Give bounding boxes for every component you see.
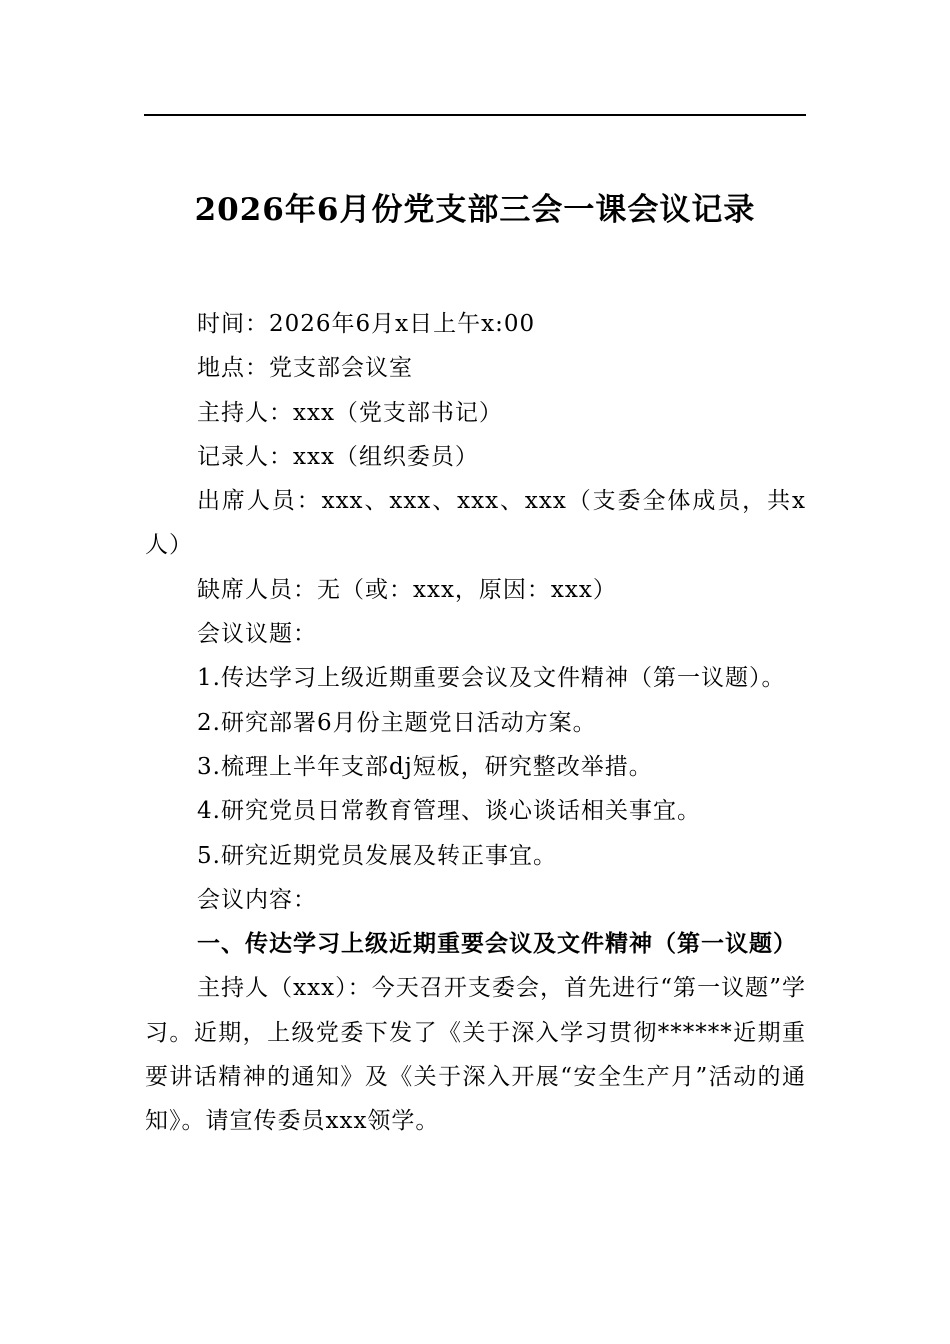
content-label: 会议内容： (197, 886, 317, 913)
meeting-attendees: 出席人员：xxx、xxx、xxx、xxx（支委全体成员，共x人） (145, 488, 806, 559)
meeting-absentees: 缺席人员：无（或：xxx，原因：xxx） (197, 576, 617, 603)
agenda-item-1: 1.传达学习上级近期重要会议及文件精神（第一议题）。 (197, 665, 786, 692)
agenda-item-2: 2.研究部署6月份主题党日活动方案。 (197, 709, 597, 736)
agenda-item-4: 4.研究党员日常教育管理、谈心谈话相关事宜。 (197, 798, 701, 825)
section-1-text: 主持人（xxx）：今天召开支委会，首先进行“第一议题”学习。近期，上级党委下发了《关于深入学习贯彻******近期重要讲话精神的通知》及《关于深入开展“安全生产月”活动的通知》。请宣传委员xxx领学。 (145, 975, 806, 1135)
section-1-heading: 一、传达学习上级近期重要会议及文件精神（第一议题） (197, 931, 797, 958)
agenda-item-5: 5.研究近期党员发展及转正事宜。 (197, 842, 557, 869)
meeting-time: 时间：2026年6月x日上午x:00 (197, 311, 536, 337)
agenda-label: 会议议题： (197, 621, 317, 648)
agenda-item-3: 3.梳理上半年支部dj短板，研究整改举措。 (197, 753, 653, 780)
document-body (145, 302, 806, 1144)
document-title: 2026年6月份党支部三会一课会议记录 (194, 192, 756, 228)
meeting-recorder: 记录人：xxx（组织委员） (197, 443, 479, 470)
header-rule (144, 114, 806, 116)
meeting-place: 地点：党支部会议室 (197, 355, 413, 382)
meeting-host: 主持人：xxx（党支部书记） (197, 399, 503, 426)
